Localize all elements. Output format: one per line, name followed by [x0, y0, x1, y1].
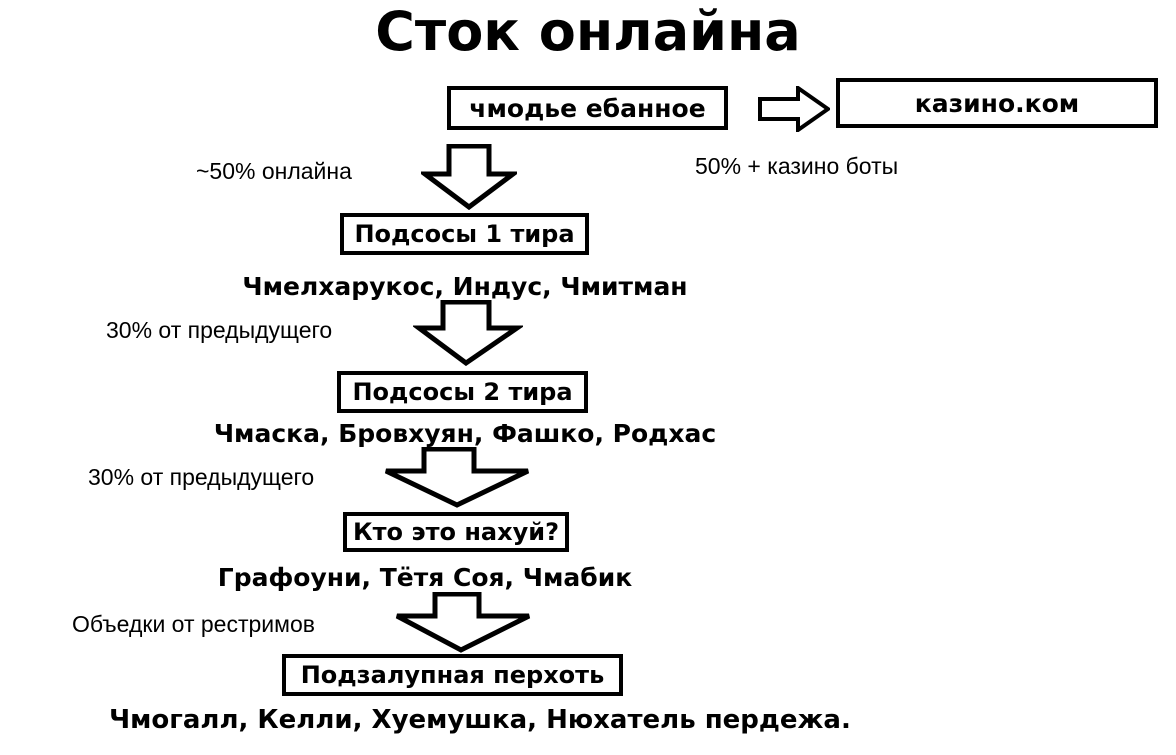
- note-thirty-b: 30% от предыдущего: [88, 464, 315, 490]
- note-thirty-a: 30% от предыдущего: [106, 317, 333, 343]
- arrow-down-2: [413, 300, 523, 366]
- node-bottom-label: Подзалупная перхоть: [300, 661, 605, 689]
- members-tier-2: Чмаска, Бровхуян, Фашко, Родхас: [213, 419, 717, 448]
- diagram-title: Сток онлайна: [375, 0, 801, 63]
- node-tier-1[interactable]: [340, 213, 589, 255]
- node-bottom[interactable]: [282, 654, 623, 696]
- arrow-down-3: [382, 447, 532, 509]
- node-who-label: Кто это нахуй?: [353, 518, 559, 546]
- node-top-label: чмодье ебанное: [469, 93, 706, 123]
- note-scraps: Объедки от рестримов: [72, 611, 315, 637]
- node-casino-label: казино.ком: [914, 88, 1080, 118]
- node-who[interactable]: [343, 512, 569, 552]
- note-online-50: ~50% онлайна: [196, 158, 352, 184]
- node-casino[interactable]: [836, 78, 1158, 128]
- arrow-right-casino: [758, 86, 830, 132]
- note-casino-bots: 50% + казино боты: [695, 153, 899, 179]
- node-tier-2-label: Подсосы 2 тира: [352, 378, 573, 406]
- node-top[interactable]: [447, 86, 728, 130]
- arrow-down-1: [421, 144, 517, 210]
- members-tier-1: Чмелхарукос, Индус, Чмитман: [242, 272, 688, 301]
- node-tier-1-label: Подсосы 1 тира: [354, 220, 575, 248]
- members-bottom: Чмогалл, Келли, Хуемушка, Нюхатель пердежа.: [109, 705, 851, 735]
- arrow-down-4: [393, 592, 533, 654]
- members-who: Графоуни, Тётя Соя, Чмабик: [217, 563, 633, 592]
- node-tier-2[interactable]: [337, 371, 588, 413]
